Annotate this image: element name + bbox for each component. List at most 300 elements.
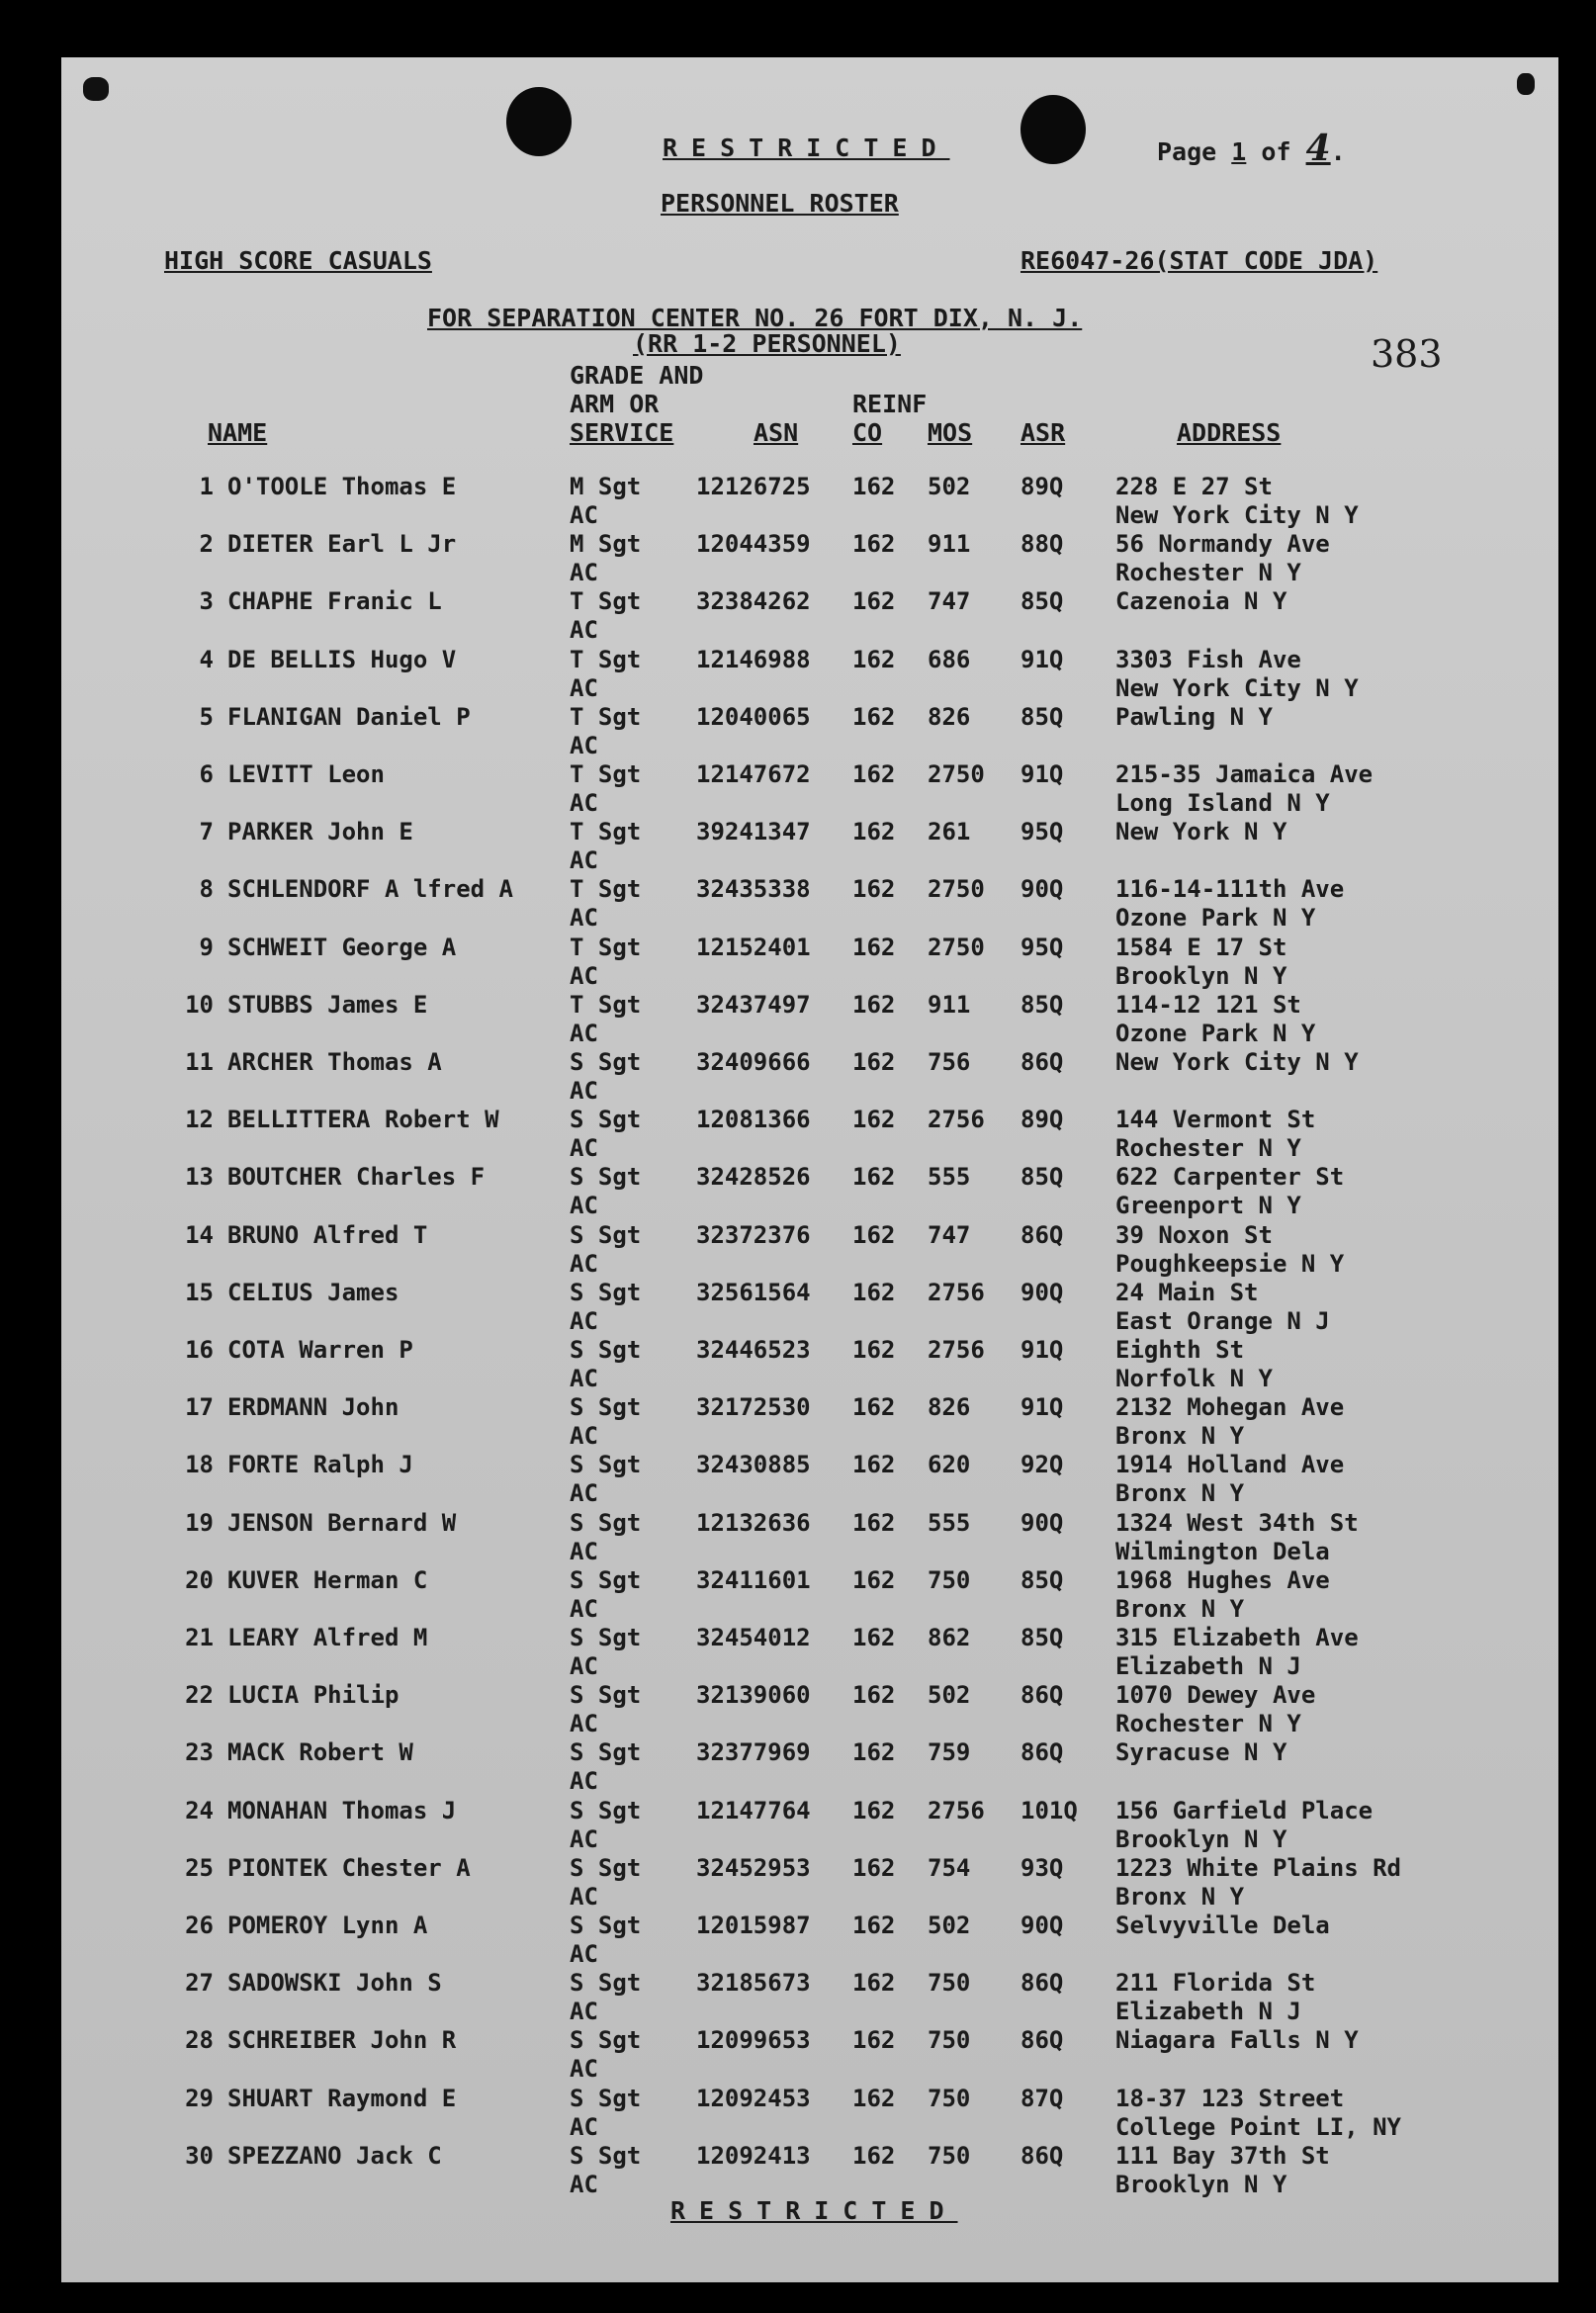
row-name: BOUTCHER Charles F — [227, 1163, 486, 1192]
row-arm-service: AC — [570, 2112, 598, 2141]
row-number: 7 — [199, 818, 214, 846]
row-name: CELIUS James — [227, 1278, 399, 1306]
row-name: COTA Warren P — [227, 1336, 413, 1364]
row-address-line1: 1584 E 17 St — [1115, 933, 1287, 961]
row-mos: 555 — [928, 1163, 971, 1192]
row-grade: S Sgt — [570, 1738, 642, 1767]
row-arm-service: AC — [570, 961, 598, 990]
row-address-line1: 1070 Dewey Ave — [1115, 1681, 1316, 1710]
row-mos: 747 — [928, 587, 971, 616]
row-mos: 686 — [928, 645, 971, 673]
row-address-line2: Ozone Park N Y — [1115, 904, 1316, 933]
row-address-line2: Norfolk N Y — [1115, 1365, 1273, 1392]
row-grade: S Sgt — [570, 1336, 642, 1364]
row-mos: 2750 — [928, 933, 985, 961]
row-asn: 12099653 — [696, 2026, 811, 2055]
row-number: 10 — [185, 990, 214, 1019]
row-address-line2: Elizabeth N J — [1115, 1998, 1301, 2026]
row-name: ARCHER Thomas A — [227, 1048, 442, 1076]
row-name: SADOWSKI John S — [227, 1969, 442, 1998]
row-grade: T Sgt — [570, 818, 642, 846]
row-arm-service: AC — [570, 1652, 598, 1680]
row-address-line1: Eighth St — [1115, 1336, 1245, 1364]
table-row — [61, 1969, 1558, 2026]
row-mos: 750 — [928, 1969, 971, 1998]
row-arm-service: AC — [570, 1306, 598, 1335]
row-name: LUCIA Philip — [227, 1681, 399, 1710]
row-asr: 89Q — [1020, 1106, 1064, 1134]
row-number: 17 — [185, 1393, 214, 1422]
row-asn: 32454012 — [696, 1624, 811, 1651]
row-arm-service: AC — [570, 1824, 598, 1853]
row-arm-service: AC — [570, 2170, 598, 2198]
row-asn: 32409666 — [696, 1048, 811, 1076]
row-reinf-co: 162 — [852, 1278, 896, 1306]
row-asr: 86Q — [1020, 1738, 1064, 1767]
row-asn: 12092453 — [696, 2084, 811, 2112]
row-asn: 12147764 — [696, 1796, 811, 1824]
row-asr: 86Q — [1020, 2026, 1064, 2055]
row-grade: S Sgt — [570, 1624, 642, 1651]
row-reinf-co: 162 — [852, 2141, 896, 2170]
row-asn: 12044359 — [696, 530, 811, 559]
row-address-line2: Ozone Park N Y — [1115, 1019, 1316, 1047]
row-grade: S Sgt — [570, 1220, 642, 1249]
row-mos: 2756 — [928, 1278, 985, 1306]
row-number: 23 — [185, 1738, 214, 1767]
row-number: 11 — [185, 1048, 214, 1076]
row-asn: 32185673 — [696, 1969, 811, 1998]
row-reinf-co: 162 — [852, 1106, 896, 1134]
row-name: DIETER Earl L Jr — [227, 530, 457, 559]
table-row — [61, 1163, 1558, 1220]
row-asr: 91Q — [1020, 1393, 1064, 1422]
table-row — [61, 1048, 1558, 1106]
row-reinf-co: 162 — [852, 1738, 896, 1767]
row-number: 20 — [185, 1565, 214, 1594]
row-reinf-co: 162 — [852, 990, 896, 1019]
row-arm-service: AC — [570, 1077, 598, 1105]
row-arm-service: AC — [570, 616, 598, 645]
row-address-line2: New York City N Y — [1115, 673, 1359, 702]
row-address-line2: New York City N Y — [1115, 501, 1359, 529]
row-mos: 2750 — [928, 875, 985, 904]
row-address-line1: 1968 Hughes Ave — [1115, 1565, 1330, 1594]
row-address-line2: Rochester N Y — [1115, 1710, 1301, 1738]
row-arm-service: AC — [570, 673, 598, 702]
table-row — [61, 1279, 1558, 1336]
row-reinf-co: 162 — [852, 1796, 896, 1824]
punch-hole-right — [1020, 95, 1086, 164]
row-grade: S Sgt — [570, 2141, 642, 2170]
row-arm-service: AC — [570, 1998, 598, 2026]
row-grade: M Sgt — [570, 473, 642, 500]
table-row — [61, 1451, 1558, 1508]
row-mos: 750 — [928, 2026, 971, 2055]
row-reinf-co: 162 — [852, 702, 896, 731]
row-address-line2: Rochester N Y — [1115, 559, 1301, 587]
col-reinf: REINF — [852, 390, 928, 418]
row-reinf-co: 162 — [852, 875, 896, 904]
row-number: 24 — [185, 1796, 214, 1824]
row-mos: 826 — [928, 702, 971, 731]
row-address-line1: Niagara Falls N Y — [1115, 2026, 1359, 2055]
row-asr: 85Q — [1020, 702, 1064, 731]
row-mos: 555 — [928, 1508, 971, 1537]
row-mos: 754 — [928, 1853, 971, 1882]
row-mos: 826 — [928, 1393, 971, 1422]
row-grade: S Sgt — [570, 1969, 642, 1998]
row-address-line1: 1324 West 34th St — [1115, 1508, 1359, 1537]
row-asn: 12146988 — [696, 645, 811, 673]
ink-smudge — [83, 77, 109, 101]
row-name: POMEROY Lynn A — [227, 1912, 428, 1939]
row-name: PARKER John E — [227, 818, 413, 846]
personnel-class-line: (RR 1-2 PERSONNEL) — [633, 329, 901, 358]
row-address-line1: 228 E 27 St — [1115, 473, 1273, 500]
row-asr: 95Q — [1020, 933, 1064, 961]
row-reinf-co: 162 — [852, 473, 896, 500]
row-grade: S Sgt — [570, 1451, 642, 1479]
row-reinf-co: 162 — [852, 1048, 896, 1076]
row-number: 19 — [185, 1508, 214, 1537]
row-address-line1: 144 Vermont St — [1115, 1106, 1316, 1134]
row-asr: 93Q — [1020, 1853, 1064, 1882]
row-reinf-co: 162 — [852, 530, 896, 559]
row-address-line2: Bronx N Y — [1115, 1594, 1245, 1623]
row-number: 16 — [185, 1336, 214, 1364]
row-arm-service: AC — [570, 559, 598, 587]
row-asn: 12040065 — [696, 702, 811, 731]
row-asn: 12126725 — [696, 473, 811, 500]
row-name: LEVITT Leon — [227, 760, 385, 788]
row-asr: 86Q — [1020, 1048, 1064, 1076]
row-grade: S Sgt — [570, 1106, 642, 1134]
table-row — [61, 473, 1558, 530]
row-mos: 502 — [928, 473, 971, 500]
table-row — [61, 587, 1558, 645]
row-address-line2: Bronx N Y — [1115, 1422, 1245, 1451]
row-asr: 85Q — [1020, 1624, 1064, 1651]
row-grade: M Sgt — [570, 530, 642, 559]
row-asn: 32139060 — [696, 1681, 811, 1710]
high-score-casuals-label: HIGH SCORE CASUALS — [164, 246, 432, 275]
row-grade: T Sgt — [570, 760, 642, 788]
col-grade-1: GRADE AND — [570, 361, 704, 390]
row-address-line1: 211 Florida St — [1115, 1969, 1316, 1998]
row-grade: T Sgt — [570, 702, 642, 731]
row-number: 27 — [185, 1969, 214, 1998]
row-asn: 32435338 — [696, 875, 811, 904]
row-asr: 95Q — [1020, 818, 1064, 846]
row-grade: S Sgt — [570, 1163, 642, 1192]
row-mos: 750 — [928, 1565, 971, 1594]
row-address-line2: Brooklyn N Y — [1115, 2170, 1287, 2198]
row-mos: 750 — [928, 2084, 971, 2112]
table-row — [61, 1106, 1558, 1163]
row-grade: T Sgt — [570, 587, 642, 616]
row-number: 15 — [185, 1278, 214, 1306]
col-asr: ASR — [1020, 418, 1066, 447]
row-asr: 85Q — [1020, 587, 1064, 616]
row-number: 1 — [199, 473, 214, 500]
row-number: 5 — [199, 702, 214, 731]
row-address-line1: Cazenoia N Y — [1115, 587, 1287, 616]
row-number: 9 — [199, 933, 214, 961]
row-reinf-co: 162 — [852, 1163, 896, 1192]
row-asn: 32372376 — [696, 1220, 811, 1249]
row-name: FORTE Ralph J — [227, 1451, 413, 1479]
row-address-line2: East Orange N J — [1115, 1306, 1330, 1335]
row-asr: 91Q — [1020, 645, 1064, 673]
row-address-line2: Bronx N Y — [1115, 1882, 1245, 1911]
row-asn: 39241347 — [696, 818, 811, 846]
row-mos: 911 — [928, 530, 971, 559]
row-mos: 2756 — [928, 1336, 985, 1364]
row-asn: 32430885 — [696, 1451, 811, 1479]
row-name: CHAPHE Franic L — [227, 587, 442, 616]
row-asr: 85Q — [1020, 1565, 1064, 1594]
row-arm-service: AC — [570, 1422, 598, 1451]
row-name: LEARY Alfred M — [227, 1624, 428, 1651]
row-address-line2: College Point LI, NY — [1115, 2112, 1401, 2141]
row-address-line1: 315 Elizabeth Ave — [1115, 1624, 1359, 1651]
row-asn: 32452953 — [696, 1853, 811, 1882]
row-arm-service: AC — [570, 1710, 598, 1738]
row-grade: S Sgt — [570, 1393, 642, 1422]
row-arm-service: AC — [570, 731, 598, 759]
row-reinf-co: 162 — [852, 933, 896, 961]
row-mos: 502 — [928, 1912, 971, 1939]
row-name: ERDMANN John — [227, 1393, 399, 1422]
row-number: 8 — [199, 875, 214, 904]
row-asn: 12092413 — [696, 2141, 811, 2170]
row-arm-service: AC — [570, 2055, 598, 2084]
row-reinf-co: 162 — [852, 1451, 896, 1479]
row-reinf-co: 162 — [852, 2026, 896, 2055]
row-number: 30 — [185, 2141, 214, 2170]
row-number: 18 — [185, 1451, 214, 1479]
row-reinf-co: 162 — [852, 1393, 896, 1422]
row-reinf-co: 162 — [852, 1681, 896, 1710]
row-asn: 12152401 — [696, 933, 811, 961]
row-address-line1: Selvyville Dela — [1115, 1912, 1330, 1939]
col-grade-3: SERVICE — [570, 418, 674, 447]
row-mos: 261 — [928, 818, 971, 846]
row-asn: 32172530 — [696, 1393, 811, 1422]
row-address-line1: Syracuse N Y — [1115, 1738, 1287, 1767]
row-asr: 91Q — [1020, 760, 1064, 788]
row-reinf-co: 162 — [852, 645, 896, 673]
row-name: KUVER Herman C — [227, 1565, 428, 1594]
table-row — [61, 646, 1558, 703]
row-grade: S Sgt — [570, 1796, 642, 1824]
row-address-line2: Rochester N Y — [1115, 1134, 1301, 1163]
row-grade: S Sgt — [570, 1048, 642, 1076]
table-row — [61, 1624, 1558, 1681]
row-mos: 2750 — [928, 760, 985, 788]
row-grade: T Sgt — [570, 645, 642, 673]
page-indicator: Page 1 of 4. — [1157, 128, 1346, 169]
row-asr: 90Q — [1020, 1508, 1064, 1537]
row-number: 29 — [185, 2084, 214, 2112]
col-address: ADDRESS — [1177, 418, 1282, 447]
row-number: 4 — [199, 645, 214, 673]
row-number: 14 — [185, 1220, 214, 1249]
row-address-line1: 156 Garfield Place — [1115, 1796, 1374, 1824]
row-asr: 86Q — [1020, 2141, 1064, 2170]
row-address-line2: Long Island N Y — [1115, 789, 1330, 817]
row-reinf-co: 162 — [852, 587, 896, 616]
col-name: NAME — [208, 418, 268, 447]
row-address-line1: 24 Main St — [1115, 1278, 1259, 1306]
table-row — [61, 1336, 1558, 1393]
row-reinf-co: 162 — [852, 1336, 896, 1364]
row-reinf-co: 162 — [852, 760, 896, 788]
row-name: BRUNO Alfred T — [227, 1220, 428, 1249]
row-asn: 32411601 — [696, 1565, 811, 1594]
row-address-line1: 3303 Fish Ave — [1115, 645, 1301, 673]
row-asr: 89Q — [1020, 473, 1064, 500]
row-address-line1: 111 Bay 37th St — [1115, 2141, 1330, 2170]
row-grade: S Sgt — [570, 1912, 642, 1939]
table-row — [61, 1566, 1558, 1624]
row-grade: S Sgt — [570, 2026, 642, 2055]
row-arm-service: AC — [570, 1537, 598, 1565]
row-asr: 85Q — [1020, 1163, 1064, 1192]
row-mos: 750 — [928, 2141, 971, 2170]
row-grade: S Sgt — [570, 1853, 642, 1882]
row-number: 2 — [199, 530, 214, 559]
row-mos: 862 — [928, 1624, 971, 1651]
row-mos: 2756 — [928, 1106, 985, 1134]
row-name: DE BELLIS Hugo V — [227, 645, 457, 673]
row-arm-service: AC — [570, 1365, 598, 1392]
row-address-line1: 1914 Holland Ave — [1115, 1451, 1345, 1479]
row-reinf-co: 162 — [852, 1969, 896, 1998]
row-address-line2: Wilmington Dela — [1115, 1537, 1330, 1565]
row-name: STUBBS James E — [227, 990, 428, 1019]
row-name: SCHLENDORF A lfred A — [227, 875, 513, 904]
row-asn: 32561564 — [696, 1278, 811, 1306]
row-name: MACK Robert W — [227, 1738, 413, 1767]
row-grade: T Sgt — [570, 990, 642, 1019]
table-row — [61, 2085, 1558, 2142]
row-reinf-co: 162 — [852, 818, 896, 846]
row-name: SPEZZANO Jack C — [227, 2141, 442, 2170]
row-asn: 32377969 — [696, 1738, 811, 1767]
row-arm-service: AC — [570, 1882, 598, 1911]
row-address-line1: New York City N Y — [1115, 1048, 1359, 1076]
row-address-line2: Brooklyn N Y — [1115, 1824, 1287, 1853]
row-reinf-co: 162 — [852, 1508, 896, 1537]
row-name: O'TOOLE Thomas E — [227, 473, 457, 500]
row-asn: 12147672 — [696, 760, 811, 788]
table-row — [61, 2026, 1558, 2084]
row-asr: 90Q — [1020, 1912, 1064, 1939]
table-row — [61, 991, 1558, 1048]
row-arm-service: AC — [570, 1594, 598, 1623]
stamp-number: 383 — [1371, 332, 1443, 376]
row-arm-service: AC — [570, 501, 598, 529]
table-row — [61, 1738, 1558, 1796]
row-grade: S Sgt — [570, 1508, 642, 1537]
row-arm-service: AC — [570, 846, 598, 875]
table-row — [61, 1393, 1558, 1451]
row-asr: 91Q — [1020, 1336, 1064, 1364]
stat-code-label: RE6047-26(STAT CODE JDA) — [1020, 246, 1378, 275]
table-row — [61, 1912, 1558, 1969]
col-grade-2: ARM OR — [570, 390, 660, 418]
row-grade: S Sgt — [570, 1565, 642, 1594]
table-row — [61, 818, 1558, 875]
table-row — [61, 2142, 1558, 2199]
row-number: 21 — [185, 1624, 214, 1651]
row-name: JENSON Bernard W — [227, 1508, 457, 1537]
restricted-top: RESTRICTED — [663, 133, 950, 162]
row-address-line1: 215-35 Jamaica Ave — [1115, 760, 1374, 788]
row-asr: 87Q — [1020, 2084, 1064, 2112]
row-address-line1: 39 Noxon St — [1115, 1220, 1273, 1249]
roster-page — [61, 57, 1558, 2282]
row-address-line1: Pawling N Y — [1115, 702, 1273, 731]
col-mos: MOS — [928, 418, 973, 447]
row-address-line1: 622 Carpenter St — [1115, 1163, 1345, 1192]
row-address-line1: New York N Y — [1115, 818, 1287, 846]
table-row — [61, 760, 1558, 818]
punch-hole-left — [506, 87, 572, 156]
row-address-line1: 1223 White Plains Rd — [1115, 1853, 1401, 1882]
row-name: PIONTEK Chester A — [227, 1853, 471, 1882]
row-mos: 747 — [928, 1220, 971, 1249]
row-reinf-co: 162 — [852, 1912, 896, 1939]
table-row — [61, 1681, 1558, 1738]
row-mos: 911 — [928, 990, 971, 1019]
row-number: 25 — [185, 1853, 214, 1882]
col-asn: ASN — [754, 418, 799, 447]
row-arm-service: AC — [570, 789, 598, 817]
row-reinf-co: 162 — [852, 1565, 896, 1594]
row-asr: 92Q — [1020, 1451, 1064, 1479]
row-asn: 32437497 — [696, 990, 811, 1019]
row-grade: S Sgt — [570, 1681, 642, 1710]
row-arm-service: AC — [570, 1940, 598, 1968]
row-number: 13 — [185, 1163, 214, 1192]
row-address-line2: Poughkeepsie N Y — [1115, 1249, 1345, 1278]
row-asn: 32428526 — [696, 1163, 811, 1192]
row-asr: 86Q — [1020, 1969, 1064, 1998]
col-co: CO — [852, 418, 883, 447]
row-arm-service: AC — [570, 1192, 598, 1220]
roster-title: PERSONNEL ROSTER — [661, 189, 899, 218]
table-row — [61, 703, 1558, 760]
table-row — [61, 875, 1558, 933]
row-grade: T Sgt — [570, 875, 642, 904]
row-asn: 12015987 — [696, 1912, 811, 1939]
row-asn: 12132636 — [696, 1508, 811, 1537]
row-mos: 759 — [928, 1738, 971, 1767]
row-reinf-co: 162 — [852, 1624, 896, 1651]
row-arm-service: AC — [570, 1479, 598, 1508]
row-asr: 86Q — [1020, 1220, 1064, 1249]
table-row — [61, 1797, 1558, 1854]
row-reinf-co: 162 — [852, 2084, 896, 2112]
row-address-line1: 114-12 121 St — [1115, 990, 1301, 1019]
row-grade: T Sgt — [570, 933, 642, 961]
table-row — [61, 1854, 1558, 1912]
row-asr: 90Q — [1020, 875, 1064, 904]
row-mos: 2756 — [928, 1796, 985, 1824]
